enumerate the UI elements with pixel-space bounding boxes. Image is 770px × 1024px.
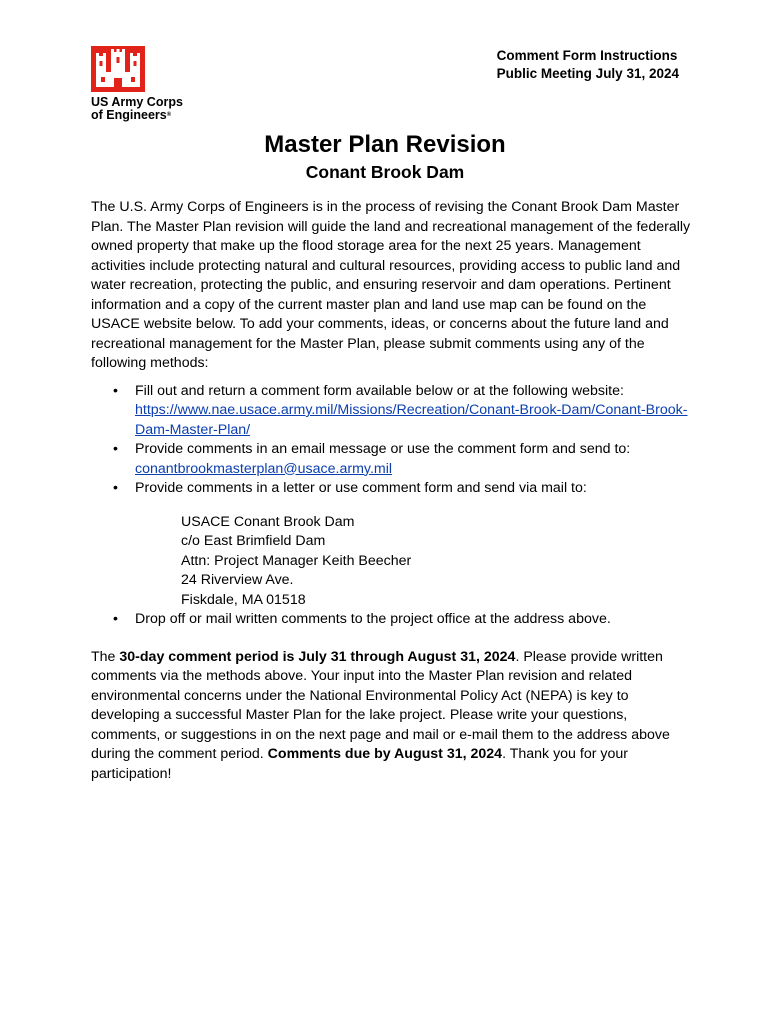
method-4-text: Drop off or mail written comments to the project office at the address above. (135, 611, 611, 627)
page-subtitle: Conant Brook Dam (305, 162, 465, 182)
bullet: • (113, 382, 118, 399)
method-2-text: Provide comments in an email message or use the comment form and send to: (135, 441, 631, 457)
address-line-3: Attn: Project Manager Keith Beecher (181, 552, 412, 569)
intro-paragraph: The U.S. Army Corps of Engineers is in the process of revising the Conant Brook Dam Master Plan. The Master Plan revision will guide the land and recreational management of the federally owned property that make up the flood storage area for the next 25 years. Management activities include protecting natural and cultural resources, providing access to public land and water recreation, protecting the public, and ensuring reservoir and dam operations. Pertinent information and a copy of the current master plan and land use map can be found on the USACE website below. To add your comments, ideas, or concerns about the future land and recreational management for the Master Plan, please submit comments using any of the following methods: (91, 199, 691, 371)
bullet: • (113, 611, 118, 627)
method-1-text: Fill out and return a comment form available below or at the following website: (135, 382, 624, 399)
closing-post: . Thank you for your participation! (91, 746, 628, 782)
master-plan-website-link[interactable]: https://www.nae.usace.army.mil/Missions/Recreation/Conant-Brook-Dam/Conant-Brook-Dam-Master-Plan/ (135, 402, 688, 438)
list-item (91, 440, 691, 479)
document-body (91, 198, 691, 784)
registered-mark: ® (166, 112, 172, 118)
list-item (91, 610, 691, 630)
closing-paragraph (91, 648, 691, 785)
list-item (91, 479, 691, 499)
address-line-2: c/o East Brimfield Dam (181, 533, 326, 549)
closing-pre: The (91, 648, 120, 665)
logo-wordmark (91, 96, 201, 122)
page-title: Master Plan Revision (264, 131, 506, 158)
usace-logo (91, 46, 201, 122)
methods-list (91, 382, 691, 499)
list-item (91, 382, 691, 441)
header-line-1: Comment Form Instructions (496, 48, 678, 63)
bullet: • (113, 441, 118, 457)
due-date-text: Comments due by August 31, 2024 (267, 746, 503, 762)
castle-icon (91, 46, 145, 92)
method-3-text: Provide comments in a letter or use comment form and send via mail to: (135, 480, 587, 496)
logo-line-1: US Army Corps (91, 95, 183, 109)
closing-mid: . Please provide written comments via the methods above. Your input into the Master Plan revision and related environmental concerns under the National Environmental Policy Act (NEPA) is key to developing a successful Master Plan for the lake project. Please write your questions, comments, or suggestions in on the next page and mail or e-mail them to the address above during the comment period. (91, 648, 670, 762)
address-line-1: USACE Conant Brook Dam (181, 513, 355, 530)
address-line-5: Fiskdale, MA 01518 (181, 591, 306, 608)
address-line-4: 24 Riverview Ave. (181, 572, 294, 588)
logo-line-2: of Engineers (91, 108, 167, 122)
mailing-address (91, 513, 691, 611)
comment-period-text: 30-day comment period is July 31 through August 31, 2024 (119, 648, 516, 665)
document-header (497, 47, 679, 83)
methods-list-continued (91, 610, 691, 630)
header-line-2: Public Meeting July 31, 2024 (496, 66, 679, 81)
bullet: • (113, 480, 118, 496)
email-link[interactable]: conantbrookmasterplan@usace.army.mil (135, 460, 393, 477)
